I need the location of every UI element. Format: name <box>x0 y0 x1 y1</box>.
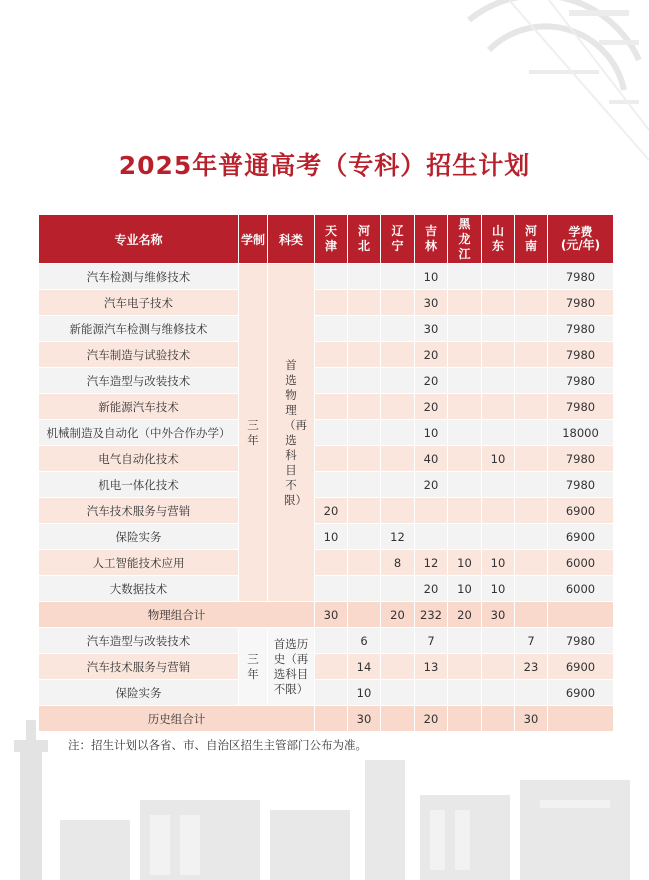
jilin-cell: 20 <box>415 472 448 498</box>
shandong-cell: 10 <box>482 550 515 576</box>
fee-cell: 7980 <box>548 394 614 420</box>
tianjin-cell <box>315 420 348 446</box>
major-name-cell: 汽车制造与试验技术 <box>39 342 239 368</box>
liaoning-cell <box>381 446 415 472</box>
tianjin-cell <box>315 446 348 472</box>
jilin-cell: 20 <box>415 394 448 420</box>
henan-cell <box>515 264 548 290</box>
tianjin-cell <box>315 576 348 602</box>
liaoning-cell <box>381 342 415 368</box>
table-row <box>39 446 614 472</box>
jilin-cell: 20 <box>415 342 448 368</box>
henan-cell <box>515 316 548 342</box>
jilin-cell: 20 <box>415 368 448 394</box>
tianjin-cell <box>315 472 348 498</box>
hebei-cell <box>348 264 381 290</box>
henan-cell <box>515 342 548 368</box>
jilin-cell: 13 <box>415 654 448 680</box>
decorative-circle-graphic <box>409 0 649 170</box>
shandong-cell <box>482 368 515 394</box>
jilin-cell: 20 <box>415 576 448 602</box>
tianjin-cell <box>315 680 348 706</box>
table-row <box>39 342 614 368</box>
hebei-cell: 6 <box>348 628 381 654</box>
table-row <box>39 628 614 654</box>
heilongjiang-cell <box>448 680 482 706</box>
table-header-row <box>39 215 614 264</box>
col-header-hebei: 河北 <box>348 215 381 264</box>
major-name-cell: 汽车造型与改装技术 <box>39 628 239 654</box>
subtotal-henan-cell <box>515 602 548 628</box>
col-header-subject: 科类 <box>268 215 315 264</box>
jilin-cell <box>415 524 448 550</box>
table-row <box>39 472 614 498</box>
heilongjiang-cell <box>448 290 482 316</box>
heilongjiang-cell <box>448 446 482 472</box>
subtotal-tianjin-cell: 30 <box>315 602 348 628</box>
shandong-cell <box>482 342 515 368</box>
table-row <box>39 680 614 706</box>
fee-cell: 6900 <box>548 524 614 550</box>
fee-cell: 18000 <box>548 420 614 446</box>
liaoning-cell <box>381 368 415 394</box>
hebei-cell <box>348 394 381 420</box>
table-row <box>39 498 614 524</box>
table-row <box>39 654 614 680</box>
liaoning-cell <box>381 498 415 524</box>
henan-cell <box>515 290 548 316</box>
shandong-cell <box>482 264 515 290</box>
major-name-cell: 汽车电子技术 <box>39 290 239 316</box>
hebei-cell: 10 <box>348 680 381 706</box>
heilongjiang-cell <box>448 524 482 550</box>
major-name-cell: 汽车检测与维修技术 <box>39 264 239 290</box>
hebei-cell <box>348 498 381 524</box>
heilongjiang-cell <box>448 654 482 680</box>
tianjin-cell: 10 <box>315 524 348 550</box>
col-header-henan: 河南 <box>515 215 548 264</box>
subtotal-row <box>39 602 614 628</box>
henan-cell <box>515 472 548 498</box>
hebei-cell <box>348 550 381 576</box>
shandong-cell <box>482 680 515 706</box>
tianjin-cell <box>315 368 348 394</box>
shandong-cell <box>482 654 515 680</box>
major-name-cell: 汽车技术服务与营销 <box>39 654 239 680</box>
heilongjiang-cell <box>448 316 482 342</box>
jilin-cell: 30 <box>415 316 448 342</box>
table-row <box>39 394 614 420</box>
table-row <box>39 550 614 576</box>
liaoning-cell <box>381 420 415 446</box>
shandong-cell <box>482 420 515 446</box>
heilongjiang-cell <box>448 472 482 498</box>
henan-cell <box>515 446 548 472</box>
liaoning-cell <box>381 628 415 654</box>
fee-cell: 7980 <box>548 290 614 316</box>
years-cell: 三年 <box>239 628 268 706</box>
shandong-cell <box>482 472 515 498</box>
tianjin-cell <box>315 342 348 368</box>
subtotal-fee-cell <box>548 706 614 732</box>
henan-cell <box>515 576 548 602</box>
page-title: 2025年普通高考（专科）招生计划 <box>118 151 531 180</box>
shandong-cell <box>482 290 515 316</box>
major-name-cell: 保险实务 <box>39 524 239 550</box>
major-name-cell: 新能源汽车技术 <box>39 394 239 420</box>
liaoning-cell <box>381 654 415 680</box>
subtotal-liaoning-cell <box>381 706 415 732</box>
fee-cell: 7980 <box>548 446 614 472</box>
years-cell: 三年 <box>239 264 268 602</box>
col-header-jilin: 吉林 <box>415 215 448 264</box>
liaoning-cell: 12 <box>381 524 415 550</box>
henan-cell: 23 <box>515 654 548 680</box>
fee-cell: 6000 <box>548 550 614 576</box>
jilin-cell: 7 <box>415 628 448 654</box>
table-row <box>39 316 614 342</box>
hebei-cell <box>348 446 381 472</box>
jilin-cell: 30 <box>415 290 448 316</box>
liaoning-cell <box>381 576 415 602</box>
fee-cell: 7980 <box>548 472 614 498</box>
major-name-cell: 电气自动化技术 <box>39 446 239 472</box>
heilongjiang-cell: 10 <box>448 550 482 576</box>
liaoning-cell <box>381 472 415 498</box>
henan-cell: 7 <box>515 628 548 654</box>
major-name-cell: 新能源汽车检测与维修技术 <box>39 316 239 342</box>
subject-cell: 首选物理（再选科目不限） <box>268 264 315 602</box>
jilin-cell: 10 <box>415 420 448 446</box>
fee-cell: 7980 <box>548 342 614 368</box>
tianjin-cell <box>315 290 348 316</box>
subtotal-heilongjiang-cell <box>448 706 482 732</box>
jilin-cell <box>415 498 448 524</box>
table-row <box>39 368 614 394</box>
liaoning-cell <box>381 290 415 316</box>
col-header-tianjin: 天津 <box>315 215 348 264</box>
subtotal-heilongjiang-cell: 20 <box>448 602 482 628</box>
hebei-cell <box>348 290 381 316</box>
heilongjiang-cell <box>448 368 482 394</box>
subtotal-shandong-cell <box>482 706 515 732</box>
heilongjiang-cell <box>448 264 482 290</box>
subtotal-row <box>39 706 614 732</box>
heilongjiang-cell <box>448 342 482 368</box>
col-header-heilongjiang: 黑龙江 <box>448 215 482 264</box>
heilongjiang-cell: 10 <box>448 576 482 602</box>
subtotal-shandong-cell: 30 <box>482 602 515 628</box>
subject-cell: 首选历史（再选科目不限） <box>268 628 315 706</box>
fee-cell: 7980 <box>548 264 614 290</box>
subtotal-label-cell: 物理组合计 <box>39 602 315 628</box>
liaoning-cell <box>381 316 415 342</box>
shandong-cell: 10 <box>482 576 515 602</box>
henan-cell <box>515 550 548 576</box>
jilin-cell: 10 <box>415 264 448 290</box>
major-name-cell: 大数据技术 <box>39 576 239 602</box>
subtotal-fee-cell <box>548 602 614 628</box>
major-name-cell: 汽车造型与改装技术 <box>39 368 239 394</box>
subtotal-label-cell: 历史组合计 <box>39 706 315 732</box>
table-row <box>39 576 614 602</box>
hebei-cell <box>348 420 381 446</box>
col-header-shandong: 山东 <box>482 215 515 264</box>
hebei-cell <box>348 576 381 602</box>
fee-cell: 6000 <box>548 576 614 602</box>
fee-cell: 6900 <box>548 498 614 524</box>
col-header-fee: 学费 (元/年) <box>548 215 614 264</box>
subtotal-jilin-cell: 232 <box>415 602 448 628</box>
col-header-major: 专业名称 <box>39 215 239 264</box>
henan-cell <box>515 524 548 550</box>
shandong-cell <box>482 628 515 654</box>
henan-cell <box>515 394 548 420</box>
tianjin-cell <box>315 264 348 290</box>
liaoning-cell: 8 <box>381 550 415 576</box>
major-name-cell: 汽车技术服务与营销 <box>39 498 239 524</box>
heilongjiang-cell <box>448 394 482 420</box>
major-name-cell: 机电一体化技术 <box>39 472 239 498</box>
hebei-cell <box>348 342 381 368</box>
hebei-cell: 14 <box>348 654 381 680</box>
subtotal-henan-cell: 30 <box>515 706 548 732</box>
henan-cell <box>515 680 548 706</box>
shandong-cell: 10 <box>482 446 515 472</box>
jilin-cell: 12 <box>415 550 448 576</box>
subtotal-hebei-cell <box>348 602 381 628</box>
hebei-cell <box>348 316 381 342</box>
hebei-cell <box>348 368 381 394</box>
shandong-cell <box>482 316 515 342</box>
fee-cell: 7980 <box>548 628 614 654</box>
fee-cell: 6900 <box>548 680 614 706</box>
fee-cell: 6900 <box>548 654 614 680</box>
fee-cell: 7980 <box>548 368 614 394</box>
henan-cell <box>515 498 548 524</box>
heilongjiang-cell <box>448 420 482 446</box>
liaoning-cell <box>381 264 415 290</box>
major-name-cell: 保险实务 <box>39 680 239 706</box>
liaoning-cell <box>381 680 415 706</box>
shandong-cell <box>482 524 515 550</box>
shandong-cell <box>482 394 515 420</box>
tianjin-cell: 20 <box>315 498 348 524</box>
subtotal-hebei-cell: 30 <box>348 706 381 732</box>
major-name-cell: 人工智能技术应用 <box>39 550 239 576</box>
tianjin-cell <box>315 628 348 654</box>
enrollment-plan-table <box>38 214 614 732</box>
subtotal-jilin-cell: 20 <box>415 706 448 732</box>
table-row <box>39 264 614 290</box>
col-header-liaoning: 辽宁 <box>381 215 415 264</box>
fee-cell: 7980 <box>548 316 614 342</box>
tianjin-cell <box>315 550 348 576</box>
jilin-cell: 40 <box>415 446 448 472</box>
table-row <box>39 290 614 316</box>
heilongjiang-cell <box>448 628 482 654</box>
subtotal-tianjin-cell <box>315 706 348 732</box>
subtotal-liaoning-cell: 20 <box>381 602 415 628</box>
table-row <box>39 524 614 550</box>
major-name-cell: 机械制造及自动化（中外合作办学） <box>39 420 239 446</box>
henan-cell <box>515 368 548 394</box>
tianjin-cell <box>315 394 348 420</box>
heilongjiang-cell <box>448 498 482 524</box>
shandong-cell <box>482 498 515 524</box>
henan-cell <box>515 420 548 446</box>
hebei-cell <box>348 472 381 498</box>
hebei-cell <box>348 524 381 550</box>
footnote: 注：招生计划以各省、市、自治区招生主管部门公布为准。 <box>68 738 367 752</box>
jilin-cell <box>415 680 448 706</box>
table-row <box>39 420 614 446</box>
liaoning-cell <box>381 394 415 420</box>
tianjin-cell <box>315 316 348 342</box>
tianjin-cell <box>315 654 348 680</box>
col-header-years: 学制 <box>239 215 268 264</box>
decorative-buildings-graphic <box>0 740 649 880</box>
